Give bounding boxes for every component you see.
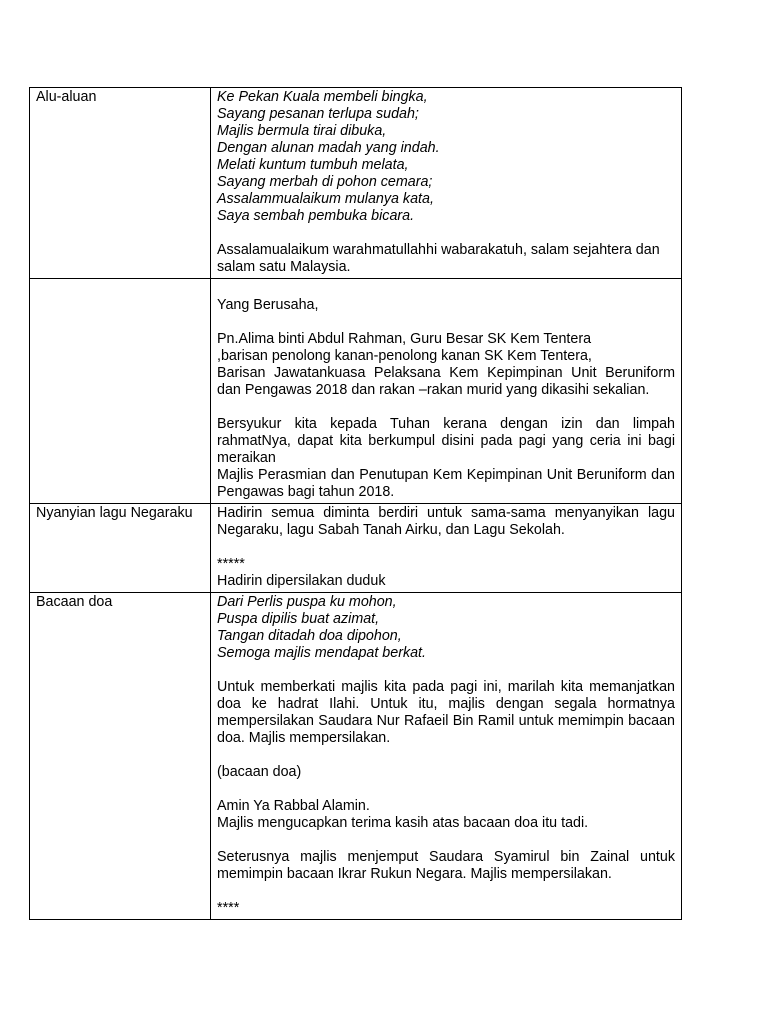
pantun-line: Dari Perlis puspa ku mohon,: [217, 594, 397, 610]
row-label: Alu-aluan: [30, 88, 211, 279]
guest-paragraph: ,barisan penolong kanan-penolong kanan SK Kem Tentera,: [217, 348, 592, 364]
pantun-line: Semoga majlis mendapat berkat.: [217, 645, 427, 661]
gratitude-paragraph: Majlis Perasmian dan Penutupan Kem Kepimpinan Unit Beruniform dan Pengawas bagi tahun 2018.: [217, 467, 675, 500]
greeting-paragraph: salam satu Malaysia.: [217, 259, 351, 275]
row-content: [211, 88, 682, 279]
gratitude-paragraph: Bersyukur kita kepada Tuhan kerana dengan izin dan limpah rahmatNya, dapat kita berkumpul disini pada pagi yang ceria ini bagi meraikan: [217, 416, 675, 466]
amen-line: Amin Ya Rabbal Alamin.: [217, 798, 370, 814]
salutation: Yang Berusaha,: [217, 297, 319, 313]
pantun-line: Melati kuntum tumbuh melata,: [217, 157, 409, 173]
separator: ****: [217, 900, 240, 916]
table-row: [30, 504, 682, 593]
guest-paragraph: Barisan Jawatankuasa Pelaksana Kem Kepimpinan Unit Beruniform dan Pengawas 2018 dan rakan –rakan murid yang dikasihi sekalian.: [217, 365, 675, 398]
instruction-paragraph: Hadirin dipersilakan duduk: [217, 573, 386, 589]
programme-script-table: [29, 87, 682, 920]
row-label: Bacaan doa: [30, 593, 211, 920]
pantun-line: Dengan alunan madah yang indah.: [217, 140, 440, 156]
pantun-line: Assalammualaikum mulanya kata,: [217, 191, 434, 207]
thanks-line: Majlis mengucapkan terima kasih atas bacaan doa itu tadi.: [217, 815, 589, 831]
table-row: [30, 88, 682, 279]
pantun-line: Sayang merbah di pohon cemara;: [217, 174, 433, 190]
next-paragraph: Seterusnya majlis menjemput Saudara Syamirul bin Zainal untuk memimpin bacaan Ikrar Rukun Negara. Majlis mempersilakan.: [217, 849, 675, 882]
invite-paragraph: Untuk memberkati majlis kita pada pagi ini, marilah kita memanjatkan doa ke hadrat Ilahi. Untuk itu, majlis dengan segala hormatnya mempersilakan Saudara Nur Rafaeil Bin Ramil untuk memimpin bacaan doa. Majlis mempersilakan.: [217, 679, 675, 746]
row-content: [211, 279, 682, 504]
greeting-paragraph: Assalamualaikum warahmatullahhi wabarakatuh, salam sejahtera dan: [217, 242, 660, 258]
row-content: [211, 504, 682, 593]
pantun-line: Puspa dipilis buat azimat,: [217, 611, 380, 627]
pantun-line: Saya sembah pembuka bicara.: [217, 208, 415, 224]
row-content: [211, 593, 682, 920]
stage-note: (bacaan doa): [217, 764, 302, 780]
instruction-paragraph: Hadirin semua diminta berdiri untuk sama-sama menyanyikan lagu Negaraku, lagu Sabah Tanah Airku, dan Lagu Sekolah.: [217, 505, 675, 538]
pantun-line: Ke Pekan Kuala membeli bingka,: [217, 89, 428, 105]
table-row: [30, 279, 682, 504]
row-label: Nyanyian lagu Negaraku: [30, 504, 211, 593]
row-label: [30, 279, 211, 504]
pantun-line: Tangan ditadah doa dipohon,: [217, 628, 402, 644]
guest-paragraph: Pn.Alima binti Abdul Rahman, Guru Besar SK Kem Tentera: [217, 331, 592, 347]
separator: *****: [217, 556, 245, 572]
pantun-line: Sayang pesanan terlupa sudah;: [217, 106, 419, 122]
table-row: [30, 593, 682, 920]
pantun-line: Majlis bermula tirai dibuka,: [217, 123, 387, 139]
